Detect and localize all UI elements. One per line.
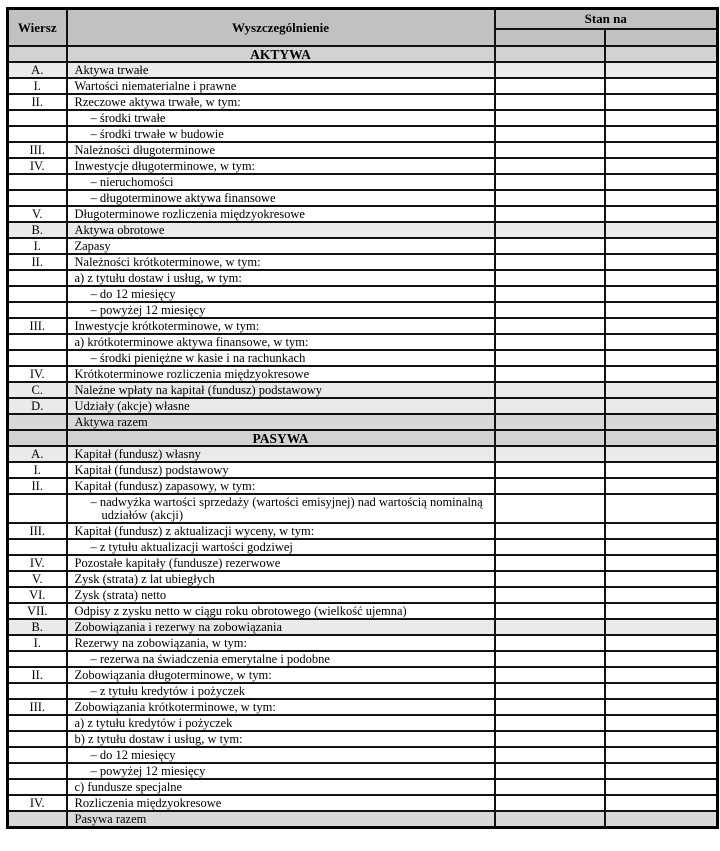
row-number-cell: III. (8, 318, 67, 334)
row-label-cell: b) z tytułu dostaw i usług, w tym: (67, 731, 495, 747)
value-cell-1 (495, 494, 605, 523)
value-cell-2 (605, 446, 718, 462)
table-row (8, 603, 718, 619)
value-cell-2 (605, 126, 718, 142)
section-header-row (8, 430, 718, 446)
row-label-cell: – rezerwa na świadczenia emerytalne i podobne (67, 651, 495, 667)
value-cell-1 (495, 302, 605, 318)
row-label-cell: Zysk (strata) z lat ubiegłych (67, 571, 495, 587)
row-label-cell: Kapitał (fundusz) podstawowy (67, 462, 495, 478)
table-row (8, 222, 718, 238)
row-label-cell: Kapitał (fundusz) zapasowy, w tym: (67, 478, 495, 494)
row-label-cell: Zobowiązania i rezerwy na zobowiązania (67, 619, 495, 635)
row-number-cell: A. (8, 446, 67, 462)
value-cell-2 (605, 430, 718, 446)
row-label-cell: Należności krótkoterminowe, w tym: (67, 254, 495, 270)
row-number-cell (8, 270, 67, 286)
row-number-cell (8, 302, 67, 318)
row-number-cell: I. (8, 78, 67, 94)
value-cell-1 (495, 446, 605, 462)
value-cell-2 (605, 494, 718, 523)
row-label-cell: Krótkoterminowe rozliczenia międzyokresowe (67, 366, 495, 382)
row-label-cell: – długoterminowe aktywa finansowe (67, 190, 495, 206)
table-row (8, 286, 718, 302)
table-row (8, 174, 718, 190)
value-cell-1 (495, 110, 605, 126)
value-cell-1 (495, 126, 605, 142)
row-number-cell (8, 126, 67, 142)
value-cell-2 (605, 811, 718, 828)
table-row (8, 366, 718, 382)
row-number-cell (8, 414, 67, 430)
table-row (8, 811, 718, 828)
value-cell-2 (605, 651, 718, 667)
row-label-cell: – z tytułu kredytów i pożyczek (67, 683, 495, 699)
row-label-cell: Zobowiązania krótkoterminowe, w tym: (67, 699, 495, 715)
value-cell-1 (495, 286, 605, 302)
row-label-cell: Aktywa trwałe (67, 62, 495, 78)
value-cell-2 (605, 382, 718, 398)
value-cell-1 (495, 270, 605, 286)
row-label-cell: Pozostałe kapitały (fundusze) rezerwowe (67, 555, 495, 571)
row-label-cell: a) krótkoterminowe aktywa finansowe, w tym: (67, 334, 495, 350)
value-cell-2 (605, 763, 718, 779)
row-number-cell (8, 494, 67, 523)
row-label-cell: Udziały (akcje) własne (67, 398, 495, 414)
table-row (8, 110, 718, 126)
value-cell-1 (495, 619, 605, 635)
row-label-cell: – z tytułu aktualizacji wartości godziwej (67, 539, 495, 555)
value-cell-1 (495, 190, 605, 206)
row-number-cell: I. (8, 238, 67, 254)
row-label-cell: – do 12 miesięcy (67, 747, 495, 763)
value-cell-2 (605, 254, 718, 270)
row-label-cell: – nadwyżka wartości sprzedaży (wartości emisyjnej) nad wartością nominalną udziałów (akcji) (67, 494, 495, 523)
row-label-cell: Aktywa obrotowe (67, 222, 495, 238)
table-row (8, 699, 718, 715)
value-cell-1 (495, 539, 605, 555)
row-number-cell (8, 683, 67, 699)
value-cell-1 (495, 430, 605, 446)
row-number-cell (8, 46, 67, 62)
value-cell-2 (605, 795, 718, 811)
value-cell-1 (495, 731, 605, 747)
value-cell-1 (495, 699, 605, 715)
value-cell-2 (605, 731, 718, 747)
table-row (8, 302, 718, 318)
value-cell-2 (605, 238, 718, 254)
value-cell-2 (605, 334, 718, 350)
table-row (8, 779, 718, 795)
table-row (8, 94, 718, 110)
value-cell-2 (605, 478, 718, 494)
value-cell-1 (495, 555, 605, 571)
row-number-cell: II. (8, 478, 67, 494)
value-cell-1 (495, 46, 605, 62)
value-cell-2 (605, 222, 718, 238)
value-cell-1 (495, 334, 605, 350)
row-number-cell: VII. (8, 603, 67, 619)
row-label-cell: PASYWA (67, 430, 495, 446)
row-label-cell: – środki trwałe (67, 110, 495, 126)
row-label-cell: Rzeczowe aktywa trwałe, w tym: (67, 94, 495, 110)
row-number-cell (8, 747, 67, 763)
value-cell-1 (495, 667, 605, 683)
row-number-cell (8, 430, 67, 446)
value-cell-1 (495, 811, 605, 828)
row-number-cell (8, 110, 67, 126)
value-cell-1 (495, 414, 605, 430)
table-row (8, 523, 718, 539)
row-number-cell: V. (8, 206, 67, 222)
value-cell-1 (495, 174, 605, 190)
row-number-cell: II. (8, 254, 67, 270)
table-row (8, 494, 718, 523)
row-label-cell: – środki pieniężne w kasie i na rachunkach (67, 350, 495, 366)
column-header-wyszczegolnienie: Wyszczególnienie (67, 9, 495, 47)
value-cell-1 (495, 715, 605, 731)
balance-sheet-table (6, 7, 719, 829)
row-number-cell (8, 651, 67, 667)
table-header (8, 9, 718, 47)
row-label-cell: – do 12 miesięcy (67, 286, 495, 302)
value-cell-1 (495, 603, 605, 619)
row-label-cell: Zobowiązania długoterminowe, w tym: (67, 667, 495, 683)
value-cell-2 (605, 414, 718, 430)
table-row (8, 446, 718, 462)
row-label-cell: – powyżej 12 miesięcy (67, 302, 495, 318)
table-body (8, 46, 718, 828)
value-cell-1 (495, 795, 605, 811)
value-cell-2 (605, 206, 718, 222)
value-cell-2 (605, 699, 718, 715)
value-cell-2 (605, 683, 718, 699)
row-label-cell: Inwestycje długoterminowe, w tym: (67, 158, 495, 174)
value-cell-2 (605, 571, 718, 587)
value-cell-1 (495, 635, 605, 651)
table-row (8, 462, 718, 478)
value-cell-2 (605, 603, 718, 619)
value-cell-2 (605, 318, 718, 334)
row-number-cell: III. (8, 142, 67, 158)
table-row (8, 667, 718, 683)
table-row (8, 318, 718, 334)
value-cell-1 (495, 238, 605, 254)
value-cell-2 (605, 286, 718, 302)
row-label-cell: Odpisy z zysku netto w ciągu roku obrotowego (wielkość ujemna) (67, 603, 495, 619)
value-cell-2 (605, 747, 718, 763)
value-cell-2 (605, 619, 718, 635)
value-cell-2 (605, 523, 718, 539)
row-label-cell: Aktywa razem (67, 414, 495, 430)
value-cell-2 (605, 715, 718, 731)
table-row (8, 555, 718, 571)
row-label-cell: Kapitał (fundusz) własny (67, 446, 495, 462)
value-cell-1 (495, 206, 605, 222)
row-number-cell: IV. (8, 366, 67, 382)
value-cell-2 (605, 110, 718, 126)
row-label-cell: – powyżej 12 miesięcy (67, 763, 495, 779)
table-row (8, 350, 718, 366)
table-row (8, 763, 718, 779)
table-row (8, 651, 718, 667)
table-row (8, 731, 718, 747)
row-label-cell: – nieruchomości (67, 174, 495, 190)
row-label-cell: Kapitał (fundusz) z aktualizacji wyceny, w tym: (67, 523, 495, 539)
row-number-cell: D. (8, 398, 67, 414)
table-row (8, 238, 718, 254)
table-row (8, 683, 718, 699)
row-label-cell: Wartości niematerialne i prawne (67, 78, 495, 94)
value-cell-1 (495, 478, 605, 494)
value-cell-2 (605, 62, 718, 78)
row-number-cell: C. (8, 382, 67, 398)
row-number-cell (8, 763, 67, 779)
value-cell-2 (605, 462, 718, 478)
table-row (8, 414, 718, 430)
value-cell-2 (605, 94, 718, 110)
row-label-cell: Rozliczenia międzyokresowe (67, 795, 495, 811)
row-number-cell: I. (8, 462, 67, 478)
value-cell-1 (495, 763, 605, 779)
value-cell-1 (495, 366, 605, 382)
table-row (8, 158, 718, 174)
row-number-cell (8, 350, 67, 366)
table-row (8, 78, 718, 94)
value-cell-1 (495, 779, 605, 795)
value-cell-1 (495, 571, 605, 587)
row-number-cell: VI. (8, 587, 67, 603)
row-label-cell: a) z tytułu dostaw i usług, w tym: (67, 270, 495, 286)
table-row (8, 795, 718, 811)
row-label-cell: Zysk (strata) netto (67, 587, 495, 603)
table-row (8, 334, 718, 350)
table-row (8, 747, 718, 763)
row-number-cell (8, 539, 67, 555)
row-label-cell: Inwestycje krótkoterminowe, w tym: (67, 318, 495, 334)
row-number-cell: IV. (8, 158, 67, 174)
row-number-cell (8, 811, 67, 828)
stan-na-date-cell-1 (495, 29, 605, 46)
value-cell-1 (495, 318, 605, 334)
row-number-cell (8, 190, 67, 206)
row-number-cell: V. (8, 571, 67, 587)
value-cell-2 (605, 158, 718, 174)
value-cell-1 (495, 683, 605, 699)
value-cell-2 (605, 270, 718, 286)
row-label-cell: Rezerwy na zobowiązania, w tym: (67, 635, 495, 651)
value-cell-1 (495, 462, 605, 478)
value-cell-2 (605, 190, 718, 206)
row-label-cell: AKTYWA (67, 46, 495, 62)
value-cell-1 (495, 398, 605, 414)
table-row (8, 478, 718, 494)
table-row (8, 539, 718, 555)
value-cell-1 (495, 94, 605, 110)
row-number-cell: II. (8, 667, 67, 683)
row-number-cell (8, 779, 67, 795)
value-cell-1 (495, 142, 605, 158)
value-cell-1 (495, 382, 605, 398)
row-label-cell: – środki trwałe w budowie (67, 126, 495, 142)
row-label-cell: Zapasy (67, 238, 495, 254)
table-row (8, 571, 718, 587)
row-number-cell (8, 286, 67, 302)
table-row (8, 62, 718, 78)
table-row (8, 382, 718, 398)
row-number-cell: III. (8, 699, 67, 715)
value-cell-2 (605, 350, 718, 366)
row-number-cell: B. (8, 222, 67, 238)
row-number-cell: IV. (8, 555, 67, 571)
table-row (8, 126, 718, 142)
row-label-cell: Długoterminowe rozliczenia międzyokresowe (67, 206, 495, 222)
value-cell-2 (605, 539, 718, 555)
row-number-cell: III. (8, 523, 67, 539)
row-number-cell: B. (8, 619, 67, 635)
balance-sheet-form (6, 7, 716, 829)
table-row (8, 206, 718, 222)
value-cell-1 (495, 254, 605, 270)
row-label-cell: c) fundusze specjalne (67, 779, 495, 795)
value-cell-1 (495, 222, 605, 238)
value-cell-2 (605, 779, 718, 795)
table-row (8, 254, 718, 270)
stan-na-date-cell-2 (605, 29, 718, 46)
row-number-cell (8, 715, 67, 731)
table-row (8, 619, 718, 635)
table-row (8, 635, 718, 651)
value-cell-2 (605, 398, 718, 414)
value-cell-1 (495, 350, 605, 366)
value-cell-1 (495, 587, 605, 603)
table-row (8, 587, 718, 603)
table-row (8, 270, 718, 286)
value-cell-1 (495, 62, 605, 78)
table-row (8, 715, 718, 731)
value-cell-1 (495, 158, 605, 174)
value-cell-1 (495, 747, 605, 763)
section-header-row (8, 46, 718, 62)
row-number-cell: II. (8, 94, 67, 110)
value-cell-2 (605, 555, 718, 571)
value-cell-2 (605, 366, 718, 382)
table-row (8, 190, 718, 206)
value-cell-2 (605, 174, 718, 190)
column-header-stan-na: Stan na (495, 9, 718, 30)
column-header-wiersz: Wiersz (8, 9, 67, 47)
row-label-cell: a) z tytułu kredytów i pożyczek (67, 715, 495, 731)
row-number-cell: A. (8, 62, 67, 78)
value-cell-2 (605, 142, 718, 158)
row-number-cell (8, 731, 67, 747)
value-cell-2 (605, 635, 718, 651)
table-row (8, 142, 718, 158)
value-cell-1 (495, 651, 605, 667)
row-number-cell: I. (8, 635, 67, 651)
table-row (8, 398, 718, 414)
value-cell-1 (495, 78, 605, 94)
value-cell-2 (605, 667, 718, 683)
value-cell-2 (605, 46, 718, 62)
value-cell-1 (495, 523, 605, 539)
header-row (8, 9, 718, 30)
value-cell-2 (605, 78, 718, 94)
value-cell-2 (605, 587, 718, 603)
row-label-cell: Należności długoterminowe (67, 142, 495, 158)
value-cell-2 (605, 302, 718, 318)
row-label-cell: Pasywa razem (67, 811, 495, 828)
row-number-cell (8, 174, 67, 190)
row-label-cell: Należne wpłaty na kapitał (fundusz) podstawowy (67, 382, 495, 398)
row-number-cell (8, 334, 67, 350)
row-number-cell: IV. (8, 795, 67, 811)
